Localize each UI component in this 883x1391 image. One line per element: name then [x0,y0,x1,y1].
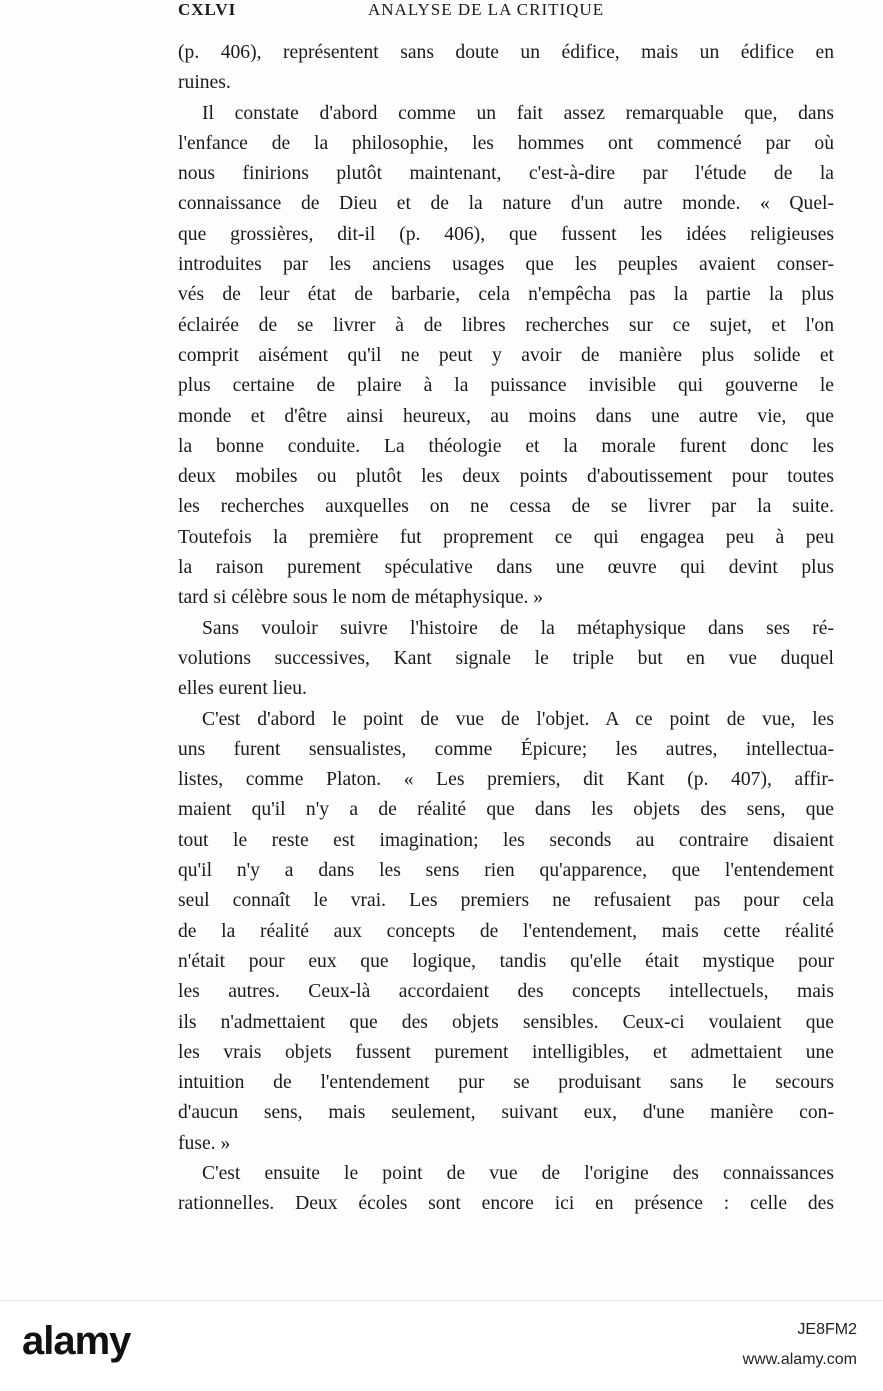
text-line: tout le reste est imagination; les seconds au contraire disaient [178,829,834,851]
text-line: les autres. Ceux-là accordaient des concepts intellectuels, mais [178,981,834,1003]
text-line: (p. 406), représentent sans doute un édifice, mais un édifice en [178,42,834,63]
text-line: de la réalité aux concepts de l'entendement, mais cette réalité [178,920,834,942]
text-line: les vrais objets fussent purement intelligibles, et admettaient une [178,1041,834,1063]
text-line: introduites par les anciens usages que les peuples avaient conser- [178,254,834,276]
text-line: plus certaine de plaire à la puissance invisible qui gouverne le [178,375,834,397]
text-line: éclairée de se livrer à de libres recherches sur ce sujet, et l'on [178,314,834,336]
text-line: ils n'admettaient que des objets sensibles. Ceux-ci voulaient que [178,1011,834,1033]
text-line: rationnelles. Deux écoles sont encore ici en présence : celle des [178,1193,834,1215]
text-line: uns furent sensualistes, comme Épicure; les autres, intellectua- [178,738,834,760]
site-url: www.alamy.com [742,1351,857,1368]
text-line: listes, comme Platon. « Les premiers, dit Kant (p. 407), affir- [178,769,834,791]
alamy-logo: alamy [22,1319,131,1363]
text-line: Il constate d'abord comme un fait assez remarquable que, dans [202,102,834,124]
text-line: Sans vouloir suivre l'histoire de la métaphysique dans ses ré- [202,617,834,639]
text-line: volutions successives, Kant signale le triple but en vue duquel [178,647,834,669]
text-line: C'est d'abord le point de vue de l'objet. A ce point de vue, les [202,708,834,730]
text-line: qu'il n'y a dans les sens rien qu'apparence, que l'entendement [178,860,834,882]
watermark-footer [0,1300,883,1391]
text-line: comprit aisément qu'il ne peut y avoir de manière plus solide et [178,344,834,366]
text-line: tard si célèbre sous le nom de métaphysique. » [178,587,544,609]
text-line: les recherches auxquelles on ne cessa de se livrer par la suite. [178,496,834,518]
text-line: d'aucun sens, mais seulement, suivant eux, d'une manière con- [178,1102,834,1124]
text-line: Toutefois la première fut proprement ce qui engagea peu à peu [178,526,834,548]
text-line: fuse. » [178,1132,231,1154]
text-line: connaissance de Dieu et de la nature d'un autre monde. « Quel- [178,193,834,215]
running-header [178,0,834,24]
text-line: nous finirions plutôt maintenant, c'est-à-dire par l'étude de la [178,163,834,185]
text-line: intuition de l'entendement pur se produisant sans le secours [178,1072,834,1094]
page-number: CXLVI [178,0,237,19]
text-line: la raison purement spéculative dans une œuvre qui devint plus [178,557,834,579]
running-title: ANALYSE DE LA CRITIQUE [368,0,605,19]
text-line: l'enfance de la philosophie, les hommes ont commencé par où [178,132,834,154]
image-code: JE8FM2 [797,1321,857,1338]
body-text [178,38,834,1220]
text-line: C'est ensuite le point de vue de l'origine des connaissances [202,1162,834,1184]
text-line: que grossières, dit-il (p. 406), que fussent les idées religieuses [178,223,834,245]
text-line: ruines. [178,72,231,94]
text-line: seul connaît le vrai. Les premiers ne refusaient pas pour cela [178,890,834,912]
text-line: n'était pour eux que logique, tandis qu'elle était mystique pour [178,950,834,972]
text-line: maient qu'il n'y a de réalité que dans les objets des sens, que [178,799,834,821]
text-line: la bonne conduite. La théologie et la morale furent donc les [178,435,834,457]
text-line: deux mobiles ou plutôt les deux points d'aboutissement pour toutes [178,466,834,488]
text-line: monde et d'être ainsi heureux, au moins dans une autre vie, que [178,405,834,427]
text-line: elles eurent lieu. [178,678,307,700]
text-line: vés de leur état de barbarie, cela n'empêcha pas la partie la plus [178,284,834,306]
